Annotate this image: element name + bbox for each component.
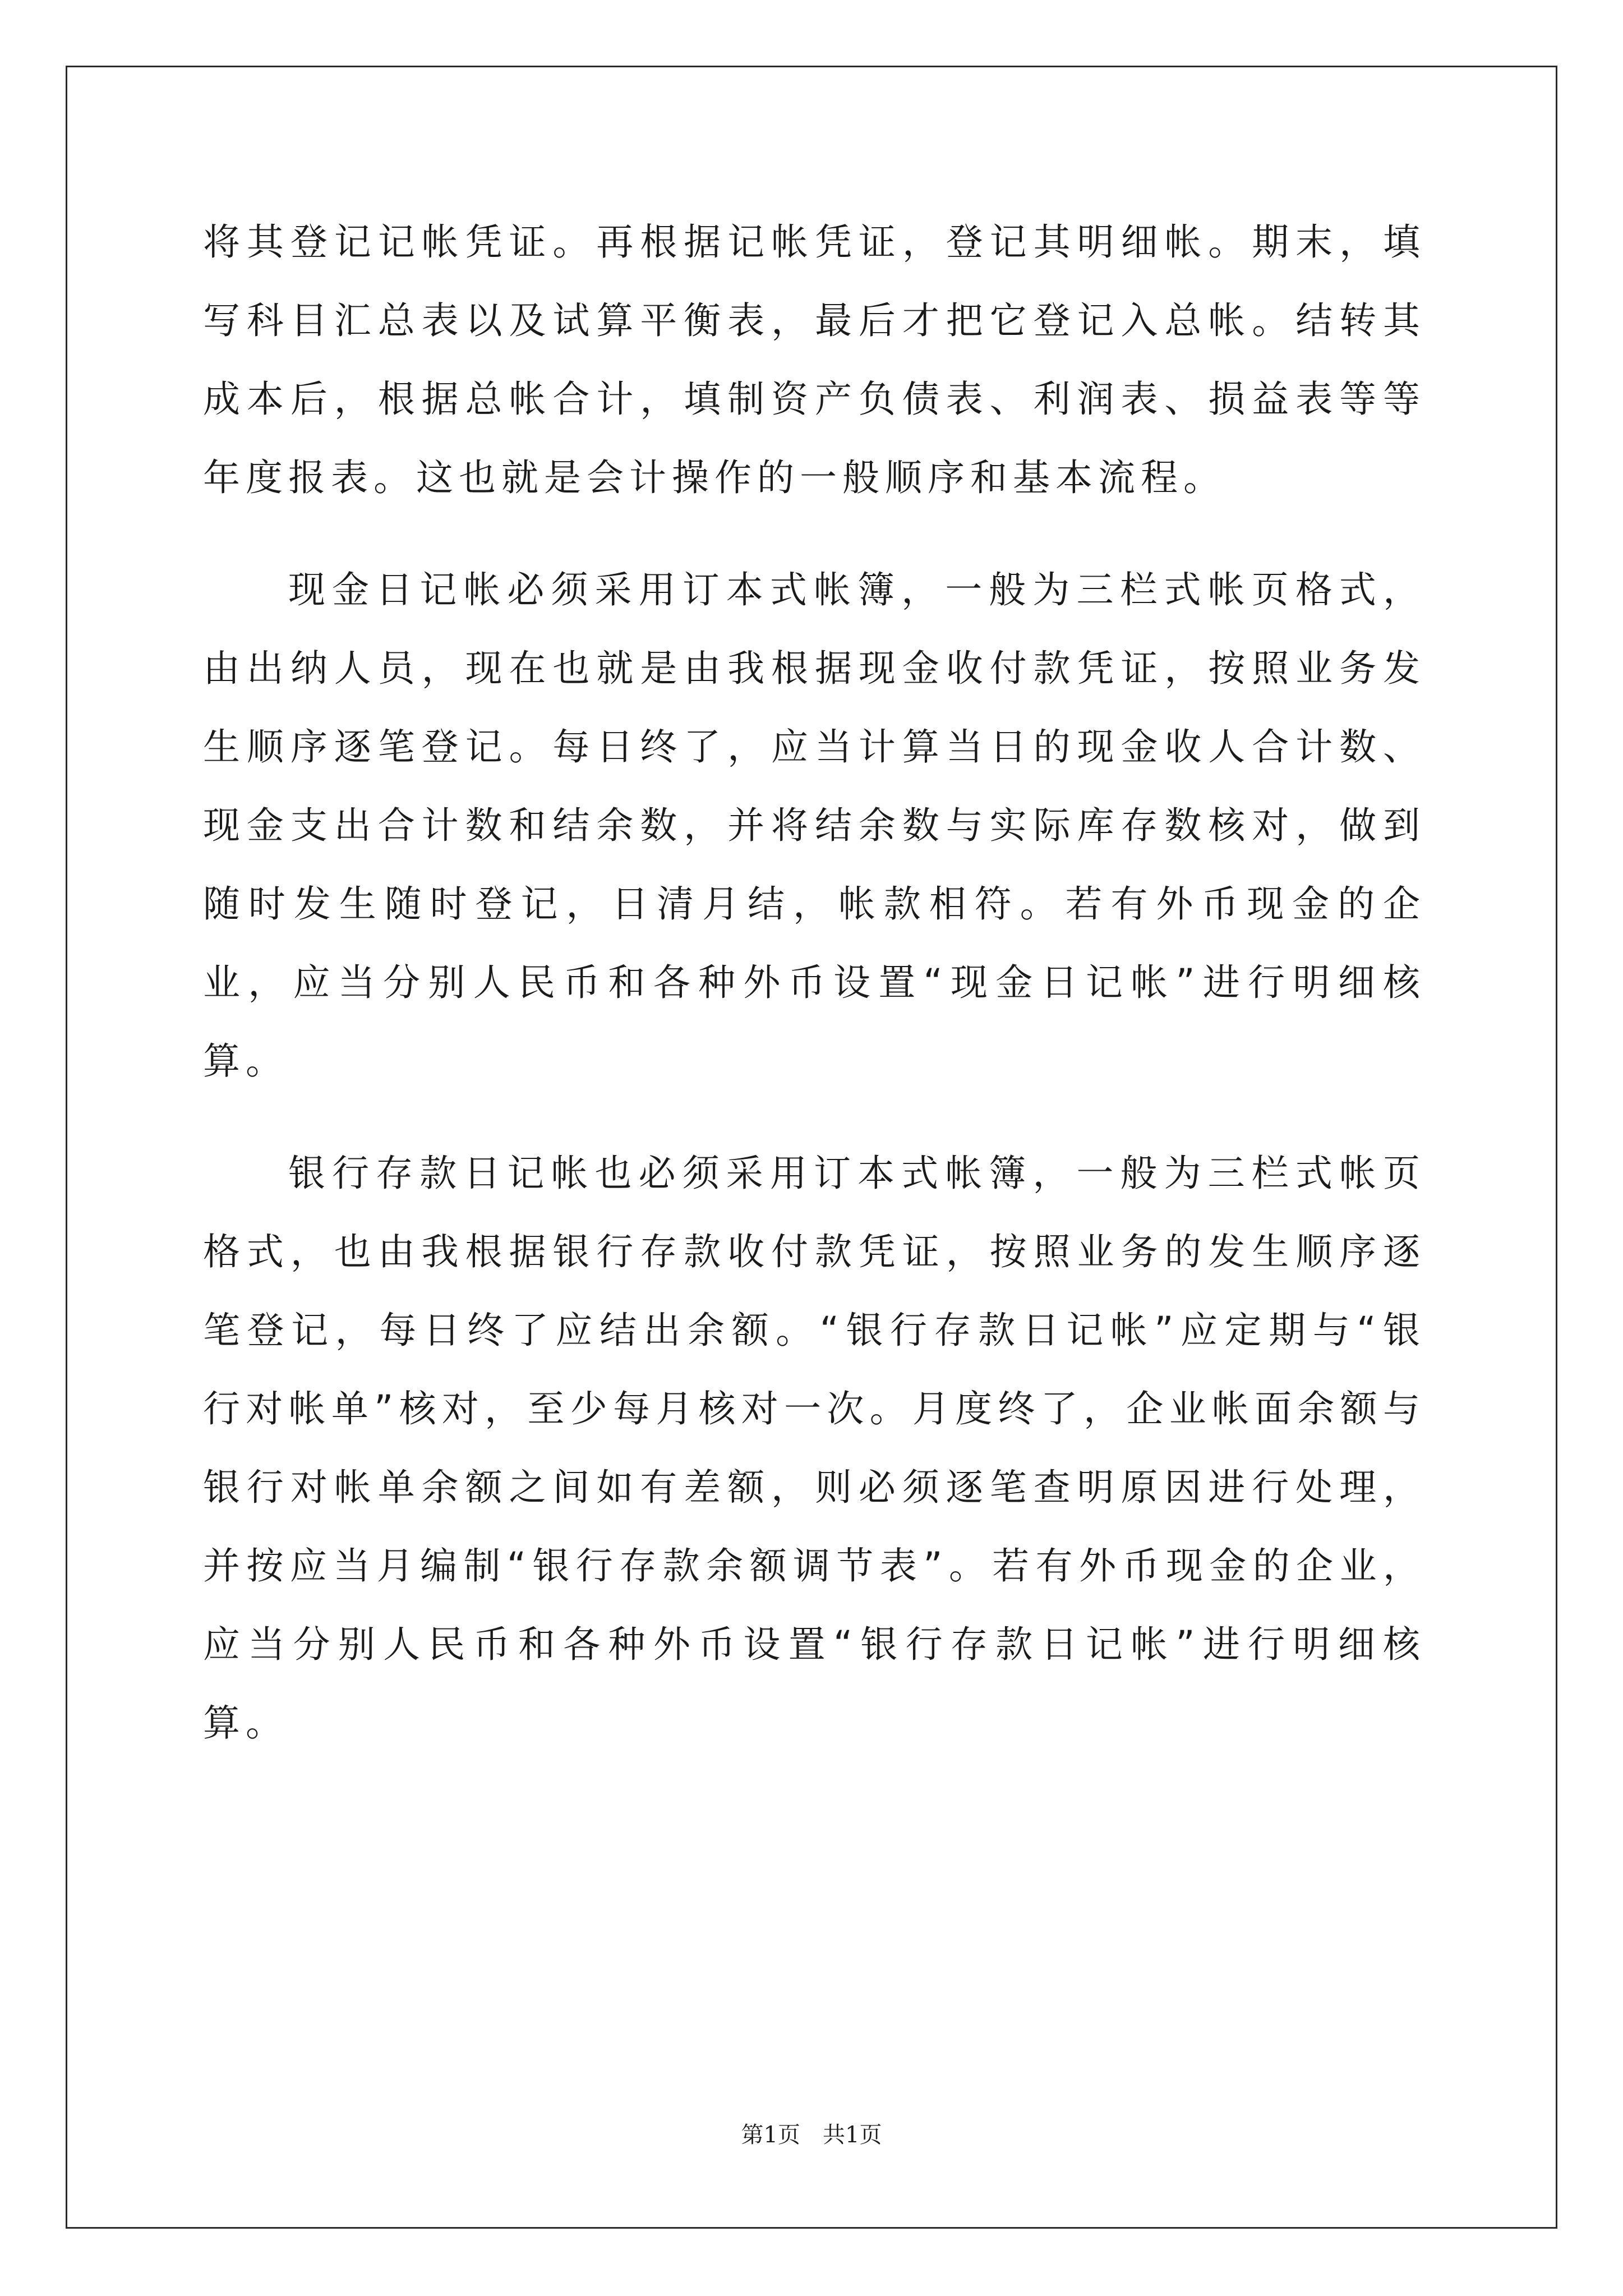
page-footer: [0, 2118, 1623, 2152]
page-total: 共1页: [823, 2122, 882, 2148]
paragraph-1: 将其登记记帐凭证。再根据记帐凭证，登记其明细帐。期末，填写科目汇总表以及试算平衡表，最后才把它登记入总帐。结转其成本后，根据总帐合计，填制资产负债表、利润表、损益表等等年度报表。这也就是会计操作的一般顺序和基本流程。: [203, 220, 1426, 499]
document-body: [203, 203, 1426, 1763]
paragraph-2: 现金日记帐必须采用订本式帐簿，一般为三栏式帐页格式，由出纳人员，现在也就是由我根据现金收付款凭证，按照业务发生顺序逐笔登记。每日终了，应当计算当日的现金收人合计数、现金支出合计数和结余数，并将结余数与实际库存数核对，做到随时发生随时登记，日清月结，帐款相符。若有外币现金的企业，应当分别人民币和各种外币设置“现金日记帐”进行明细核算。: [203, 568, 1426, 1083]
page-number: 第1页: [741, 2122, 800, 2148]
paragraph-3: 银行存款日记帐也必须采用订本式帐簿，一般为三栏式帐页格式，也由我根据银行存款收付款凭证，按照业务的发生顺序逐笔登记，每日终了应结出余额。“银行存款日记帐”应定期与“银行对帐单”核对，至少每月核对一次。月度终了，企业帐面余额与银行对帐单余额之间如有差额，则必须逐笔查明原因进行处理，并按应当月编制“银行存款余额调节表”。若有外币现金的企业，应当分别人民币和各种外币设置“银行存款日记帐”进行明细核算。: [203, 1152, 1426, 1745]
